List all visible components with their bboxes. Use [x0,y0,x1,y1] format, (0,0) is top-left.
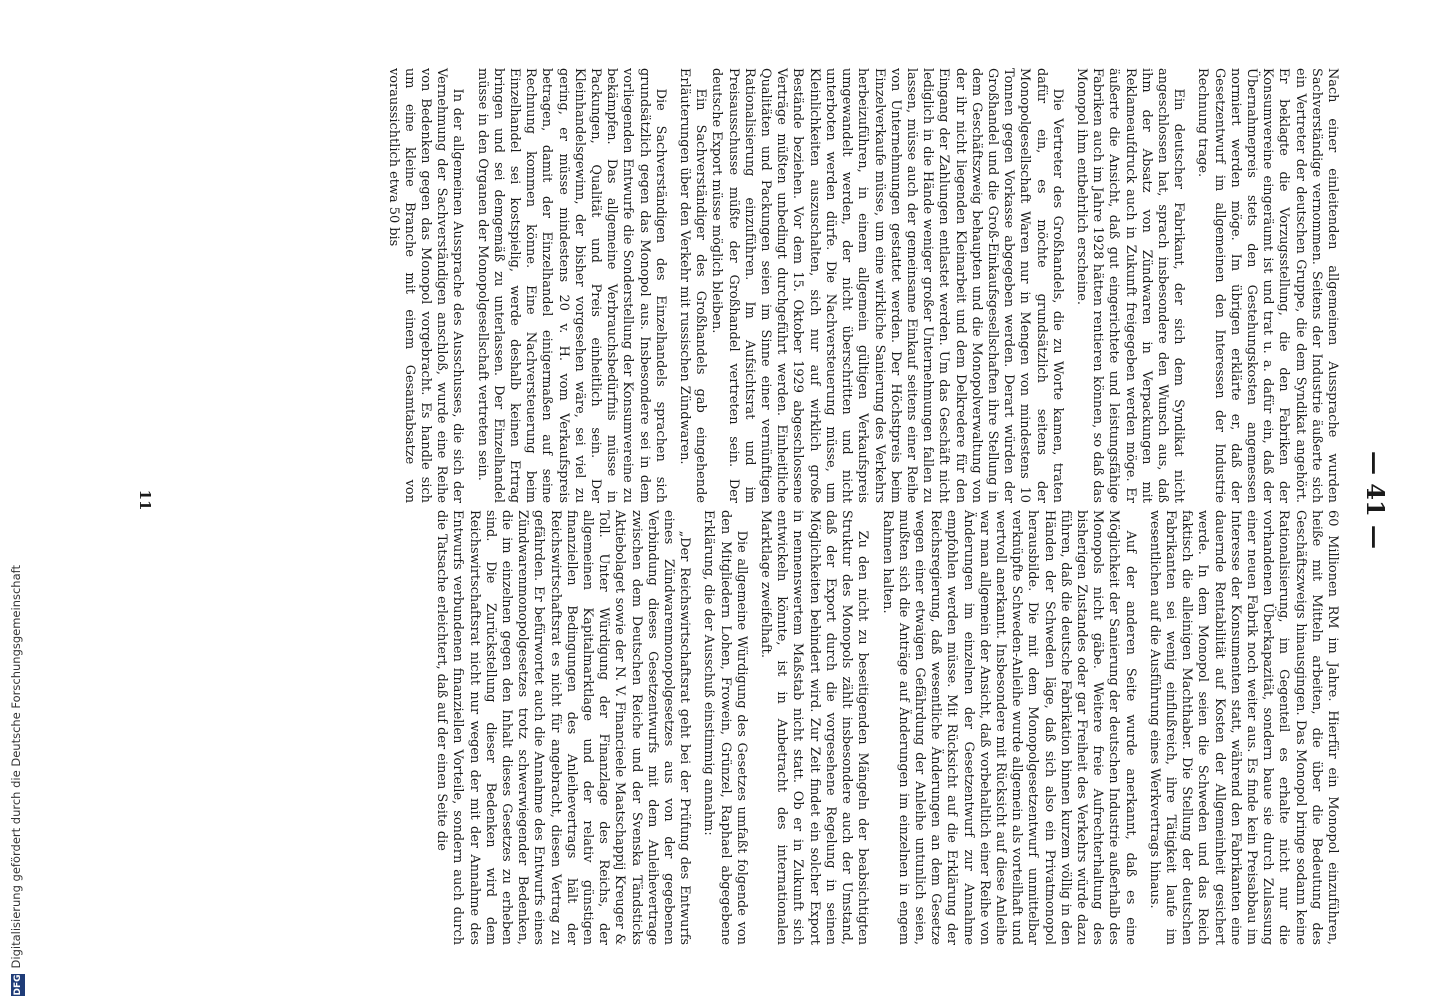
credit-text: Digitalisierung gefördert durch die Deutsche Forschungsgemeinschaft [9,564,23,968]
paragraph: In der allgemeinen Aussprache des Ausschusses, die sich der Vernehmung der Sachverständigen anschloß, wurde eine Reihe von Bedenken gegen das Monopol vorgebracht. Es handle sich um eine kleine Branche mit einem Gesamtabsatze von voraussichtlich etwa 50 bis [385,68,466,503]
left-column [384,68,1340,503]
paragraph: Zu den nicht zu beseitigenden Mängeln der beabsichtigten Struktur des Monopols zählt insbesondere auch der Umstand, daß der Export durch die vorgesehene Regelung in seinen Möglichkeiten behindert wird. Zur Zeit findet ein solcher Export in nennenswertem Maßstab nicht statt. Ob er in Zukunft sich entwickeln könnte, ist in Anbetracht des internationalen Marktlage zweifelhaft. [758,510,871,945]
paragraph: 60 Millionen RM im Jahre. Hierfür ein Monopol einzuführen, heiße mit Mitteln arbeiten, die über die Bedeutung des Geschäftszweigs hinausgingen. Das Monopol bringe sodann keine Rationalisierung, im Gegenteil es erhalte nicht nur die vorhandenen Überkapazität, sondern baue sie durch Zulassung einer neuen Fabrik noch weiter aus. Es finde kein Preisabbau im Interesse der Konsumenten statt, während den Fabrikanten eine dauernde Rentabilität auf Kosten der Allgemeinheit gesichert werde. In dem Monopol seien die Schweden und das Reich faktisch die alleinigen Machthaber. Die Stellung der deutschen Fabrikanten sei wenig einflußreich, ihre Tätigkeit laufe im wesentlichen auf die Ausführung eines Werkvertrags hinaus. [1146,510,1340,945]
page-number: — 41 — [1361,450,1390,550]
paragraph: Auf der anderen Seite wurde anerkannt, daß es eine Möglichkeit der Sanierung der deutschen Industrie außerhalb des Monopols nicht gäbe. Weitere freie Aufrechterhaltung des bisherigen Zustandes oder gar Freiheit des Verkehrs würde dazu führen, daß die deutsche Fabrikation binnen kurzem völlig in den Händen der Schweden läge, daß sich also ein Privatmonopol herausbilde. Die mit dem Monopolgesetzentwurf unmittelbar verknüpfte Schweden-Anleihe wurde allgemein als vorteilhaft und wertvoll anerkannt. Insbesondere mit Rücksicht auf diese Anleihe war man allgemein der Ansicht, daß vorbehaltlich einer Reihe von Änderungen im einzelnen der Gesetzentwurf zur Annahme empfohlen werden müsse. Mit Rücksicht auf die Erklärung der Reichsregierung, daß wesentliche Änderungen an dem Gesetze wegen einer etwaigen Gefährdung der Anleihe untunlich seien, mußten sich die Anträge auf Änderungen im einzelnen in engem Rahmen halten. [879,510,1138,945]
paragraph: Die allgemeine Würdigung des Gesetzes umfaßt folgende von den Mitgliedern Lohen, Frowein, Grünzel, Raphael abgegebene Erklärung, die der Ausschuß einstimmig annahm: [701,510,749,945]
paragraph: Die Vertreter des Großhandels, die zu Worte kamen, traten dafür ein, es möchte grundsätzlich seitens der Monopolgesellschaft Waren nur in Mengen von mindestens 10 Tonnen gegen Vorkasse abgegeben werden. Derart würden der Großhandel und die Groß-Einkaufsgesellschaften ihre Stellung in dem Geschäftszweig behaupten und die Monopolverwaltung von der ihr nicht liegenden Kleinarbeit und dem Delkredere für den Eingang der Zahlungen entlastet werden. Um das Geschäft nicht lediglich in die Hände weniger großer Unternehmungen fallen zu lassen, müsse auch der gemeinsame Einkauf seitens einer Reihe von Unternehmungen gestattet werden. Der Höchstpreis beim Einzelverkaufe müsse, um eine wirkliche Sanierung des Verkehrs herbeizuführen, in einem allgemein gültigen Verkaufspreis umgewandelt werden, der nicht überschritten und nicht unterboten werden dürfe. Die Nachversteuerung müsse, um Kleinlichkeiten auszuschalten, sich nur auf wirklich große Bestände beziehen. Vor dem 15. Oktober 1929 abgeschlossene Verträge müßten unbedingt durchgeführt werden. Einheitliche Qualitäten und Packungen seien im Sinne einer vernünftigen Rationalisierung einzuführen. Im Aufsichtsrat und im Preisausschusse müßte der Großhandel vertreten sein. Der deutsche Export müsse möglich bleiben. [709,68,1065,503]
dfg-logo: DFG [13,974,23,996]
quoted-declaration: „Der Reichswirtschaftsrat geht bei der Prüfung des Entwurfs eines Zündwarenmonopolgesetzes aus von der gegebenen Verbindung dieses Gesetzentwurfs mit dem Anleihevertrage zwischen dem Deutschen Reiche und der Svenska Tändsticks Aktiebolaget sowie der N. V. Financieele Maatschappij Kreuger & Toll. Unter Würdigung der Finanzlage des Reichs, der allgemeinen Kapitalmarktlage und der relativ günstigen finanziellen Bedingungen des Anleihevertrags hält der Reichswirtschaftsrat es nicht für angebracht, diesen Vertrag zu gefährden. Er befürwortet auch die Annahme des Entwurfs eines Zündwarenmonopolgesetzes trotz schwerwiegender Bedenken, die im einzelnen gegen den Inhalt dieses Gesetzes zu erheben sind. Die Zurückstellung dieser Bedenken wird dem Reichswirtschaftsrat nicht nur wegen der mit der Annahme des Entwurfs verbundenen finanziellen Vorteile, sondern auch durch die Tatsache erleichtert, daß auf der einen Seite die [434,510,693,945]
paragraph: Ein deutscher Fabrikant, der sich dem Syndikat nicht angeschlossen hat, sprach insbesondere den Wunsch aus, daß ihm der Absatz von Zündwaren in Verpackungen mit Reklameaufdruck auch in Zukunft freigegeben werden möge. Er äußerte die Ansicht, daß gut eingerichtete und leistungsfähige Fabriken auch im Jahre 1928 hätten rentieren können, so daß das Monopol ihm entbehrlich erscheine. [1073,68,1187,503]
paragraph: Nach einer einleitenden allgemeinen Aussprache wurden Sachverständige vernommen. Seitens der Industrie äußerte sich ein Vertreter der deutschen Gruppe, die dem Syndikat angehört. Er beklagte die Vorzugsstellung, die den Fabriken der Konsumvereine eingeräumt ist und trat u. a. dafür ein, daß der Übernahmepreis stets den Gestehungskosten angemessen normiert werden möge. Im übrigen erklärte er, daß der Gesetzentwurf im allgemeinen den Interessen der Industrie Rechnung trage. [1195,68,1340,503]
paragraph: Die Sachverständigen des Einzelhandels sprachen sich grundsätzlich gegen das Monopol aus. Insbesondere sei in dem vorliegenden Entwurfe die Sonderstellung der Konsumvereine zu bekämpfen. Das allgemeine Verbrauchsbedürfnis müsse in Packungen, Qualität und Preis einheitlich sein. Der Kleinhandelsgewinn, der bisher vorgesehen wäre, sei viel zu gering, er müsse mindestens 20 v. H. vom Verkaufspreis betragen, damit der Einzelhandel einigermaßen auf seine Rechnung kommen könne. Eine Nachversteuerung beim Einzelhandel sei kostspielig, werde deshalb keinen Ertrag bringen und sei demgemäß zu unterlassen. Der Einzelhandel müsse in den Organen der Monopolgesellschaft vertreten sein. [474,68,668,503]
right-column [433,510,1340,945]
signature-mark: 11 [136,489,154,511]
paragraph: Ein Sachverständiger des Großhandels gab eingehende Erläuterungen über den Verkehr mit russischen Zündwaren. [677,68,709,503]
digitization-credit [3,0,31,1000]
